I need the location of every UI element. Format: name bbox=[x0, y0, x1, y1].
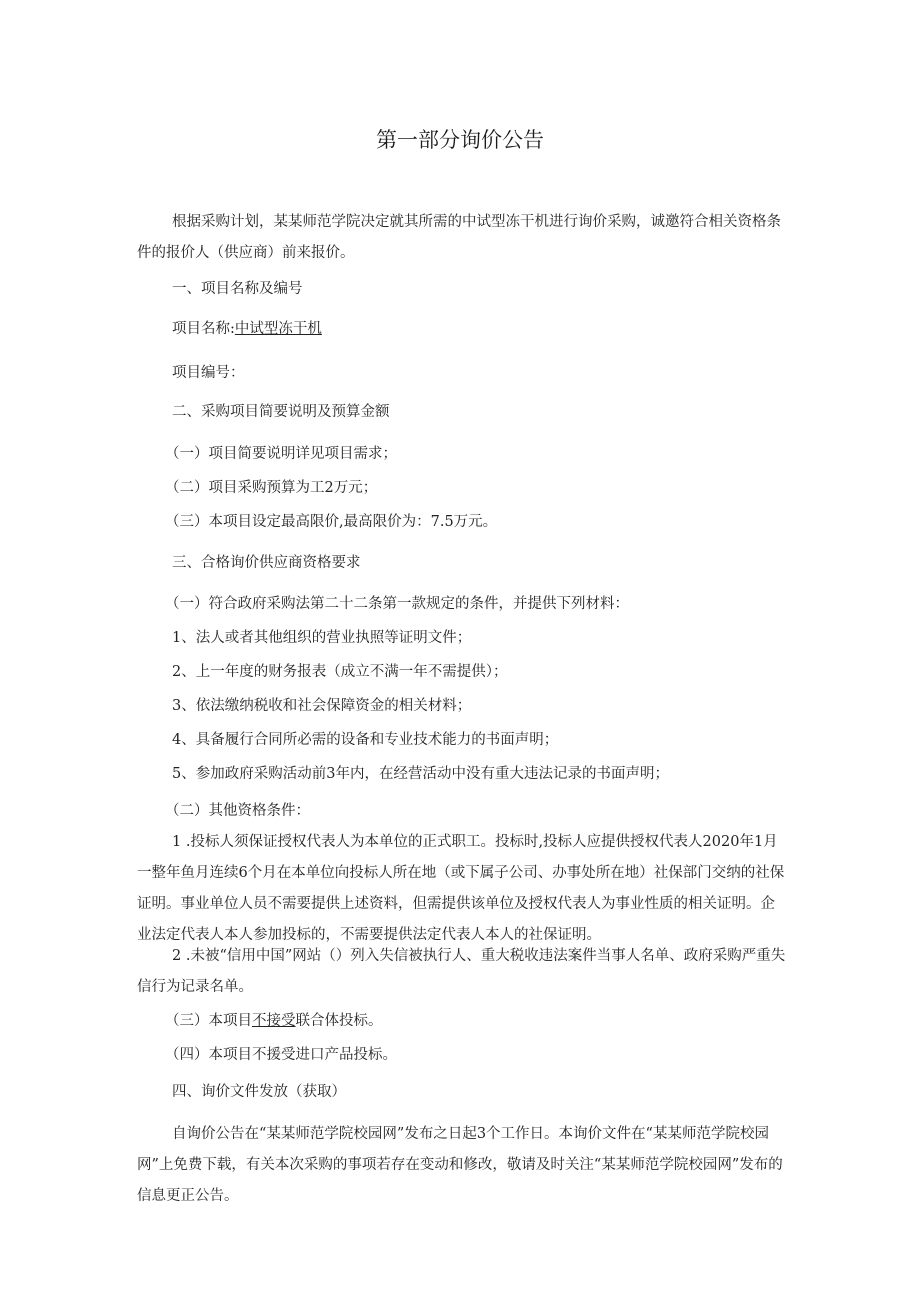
material-item: 1、法人或者其他组织的营业执照等证明文件； bbox=[172, 630, 472, 646]
section2-heading: 二、采购项目简要说明及预算金额 bbox=[172, 404, 390, 420]
condition-2: 2 .未被“信用中国”网站（）列入失信被执行人、重大税收违法案件当事人名单、政府采购严重失信行为记录名单。 bbox=[137, 948, 786, 995]
project-name-value: 中试型冻干机 bbox=[234, 321, 322, 337]
material-item: 5、参加政府采购活动前3年内，在经营活动中没有重大违法记录的书面声明； bbox=[172, 766, 669, 782]
section3-sub1: （一）符合政府采购法第二十二条第一款规定的条件，并提供下列材料： bbox=[165, 596, 629, 612]
section3-sub3 bbox=[137, 1006, 815, 1037]
project-name-label: 项目名称: bbox=[172, 321, 235, 337]
section2-item: （一）项目简要说明详见项目需求； bbox=[165, 446, 397, 462]
material-item: 4、具备履行合同所必需的设备和专业技术能力的书面声明； bbox=[172, 732, 559, 748]
sub3-suffix: 联合体投标。 bbox=[295, 1013, 383, 1029]
section1-heading: 一、项目名称及编号 bbox=[172, 281, 303, 297]
sub3-underlined: 不接受 bbox=[252, 1013, 296, 1029]
project-name-line bbox=[137, 314, 822, 345]
material-item: 3、依法缴纳税收和社会保障资金的相关材料； bbox=[172, 698, 472, 714]
section3-sub2: （二）其他资格条件： bbox=[165, 803, 310, 819]
page-title: 第一部分询价公告 bbox=[376, 128, 544, 152]
section3-sub4: （四）本项目不援受进口产品投标。 bbox=[165, 1047, 397, 1063]
section3-heading: 三、合格询价供应商资格要求 bbox=[172, 555, 361, 571]
project-number-label: 项目编号： bbox=[172, 365, 245, 381]
material-item: 2、上一年度的财务报表（成立不满一年不需提供）； bbox=[172, 664, 508, 680]
section4-heading: 四、询价文件发放（获取） bbox=[172, 1084, 346, 1100]
section2-item: （二）项目采购预算为工2万元； bbox=[165, 480, 378, 496]
condition-1: 1 .投标人须保证授权代表人为本单位的正式职工。投标时,投标人应提供授权代表人2020年1月一整年鱼月连续6个月在本单位向投标人所在地（或下属子公司、办事处所在地）社保部门交纳的社保证明。事业单位人员不需要提供上述资料，但需提供该单位及授权代表人为事业性质的相关证明。企业法定代表人本人参加投标的，不需要提供法定代表人本人的社保证明。 bbox=[137, 834, 785, 943]
section2-item: （三）本项目设定最高限价,最高限价为：7.5万元。 bbox=[165, 514, 498, 530]
section4-body: 自询价公告在“某某师范学院校园网”发布之日起3个工作日。本询价文件在“某某师范学院校园网”上免费下载，有关本次采购的事项若存在变动和修改，敬请及时关注“某某师范学院校园网”发布的信息更正公告。 bbox=[137, 1126, 783, 1204]
sub3-prefix: （三）本项目 bbox=[165, 1013, 252, 1029]
intro-paragraph: 根据采购计划，某某师范学院决定就其所需的中试型冻干机进行询价采购，诚邀符合相关资格条件的报价人（供应商）前来报价。 bbox=[137, 214, 781, 261]
